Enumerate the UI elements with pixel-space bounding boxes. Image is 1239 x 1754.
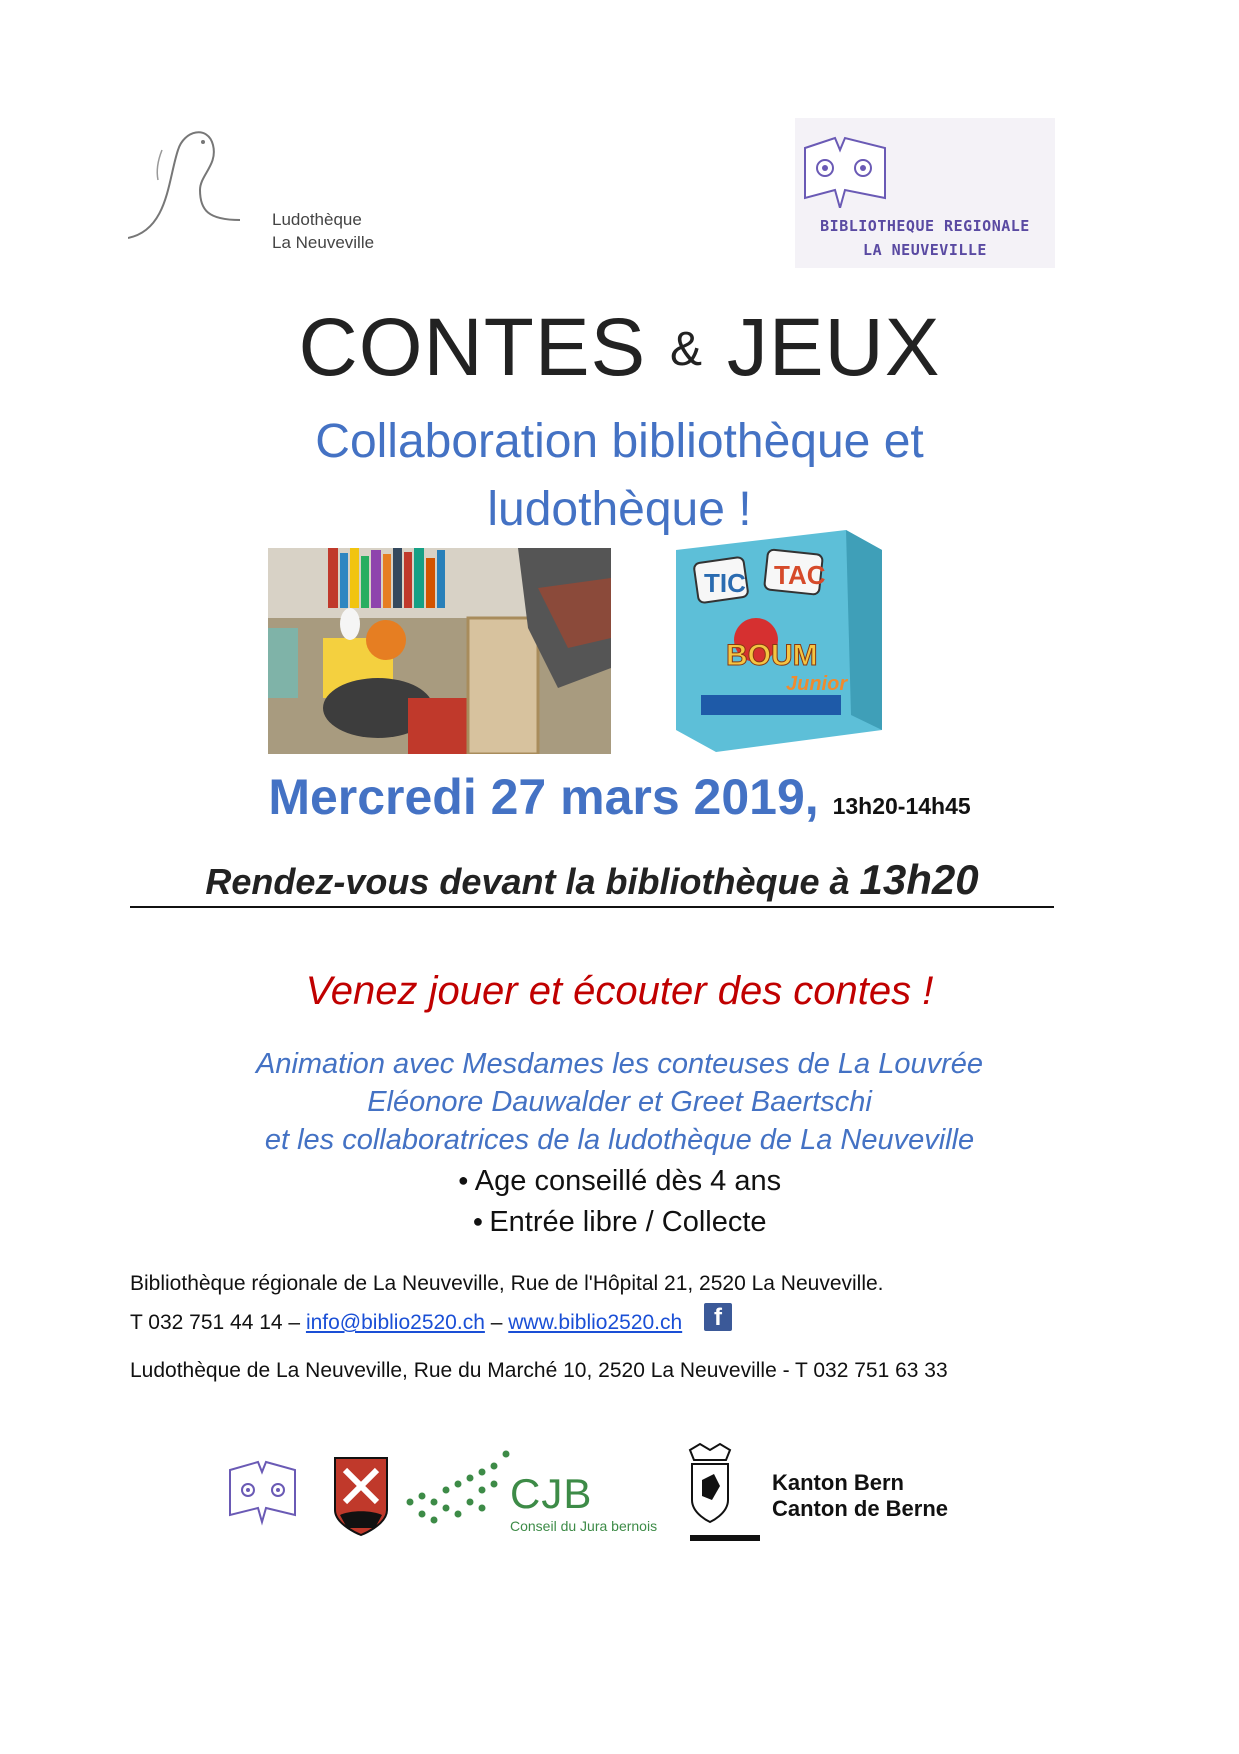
animation-line-1: Animation avec Mesdames les conteuses de La Louvrée (255, 1048, 984, 1080)
tic-tac-boum-game-box (676, 530, 882, 752)
ludotheque-contact: Ludothèque de La Neuveville, Rue du Marché 10, 2520 La Neuveville - T 032 751 63 33 (130, 1359, 948, 1382)
kanton-bern-text (772, 1470, 948, 1522)
ludotheque-logo-text (272, 208, 374, 254)
kanton-bern-crest-icon (690, 1444, 760, 1541)
subtitle-line2: ludothèque ! (487, 483, 752, 536)
subtitle-line1: Collaboration bibliothèque et (315, 415, 924, 468)
library-contact-line (130, 1303, 1130, 1342)
facebook-icon[interactable]: f (704, 1303, 732, 1331)
info-bullets (0, 1160, 1239, 1242)
footer-logos (0, 1440, 1239, 1560)
page-title (0, 300, 1239, 398)
title-part2: JEUX (726, 302, 941, 393)
invite-text: Venez jouer et écouter des contes ! (305, 969, 934, 1013)
bullet-entry (0, 1201, 1239, 1242)
book-owl-icon (795, 118, 1055, 208)
animation-line-2: Eléonore Dauwalder et Greet Baertschi (367, 1086, 872, 1118)
game-word-tac: TAC (774, 560, 826, 590)
rendezvous-label: Rendez-vous devant la bibliothèque à (205, 861, 860, 902)
bullet-dot-icon: ● (457, 1170, 469, 1190)
library-contact (130, 1265, 1130, 1342)
rendezvous-text (130, 855, 1054, 907)
game-word-junior: Junior (786, 673, 848, 695)
bibliotheque-logo-text (800, 214, 1050, 262)
title-ampersand: & (670, 323, 704, 376)
bullet-age (0, 1160, 1239, 1201)
ludotheque-logo-line2: La Neuveville (272, 233, 375, 252)
event-date-line (0, 765, 1239, 838)
subtitle (0, 408, 1239, 544)
rendezvous-underline (130, 906, 1054, 908)
event-date: Mercredi 27 mars 2019, (268, 769, 819, 825)
library-address: Bibliothèque régionale de La Neuveville, Rue de l'Hôpital 21, 2520 La Neuveville. (130, 1272, 884, 1295)
game-word-boum: BOUM (726, 639, 818, 672)
game-word-tic: TIC (704, 568, 746, 598)
la-neuveville-coat-of-arms-icon (335, 1458, 387, 1535)
bullet-entry-text: Entrée libre / Collecte (489, 1206, 767, 1238)
rendezvous-time: 13h20 (859, 856, 979, 903)
bibliotheque-logo-line1: BIBLIOTHEQUE REGIONALE (820, 217, 1030, 235)
animation-line-3: et les collaboratrices de la ludothèque de La Neuveville (264, 1124, 975, 1156)
title-part1: CONTES (298, 302, 647, 393)
contact-separator: – (484, 1311, 509, 1334)
footer-book-owl-icon (230, 1462, 295, 1522)
kanton-line2: Canton de Berne (772, 1496, 949, 1521)
cjb-logo-subtitle: Conseil du Jura bernois (510, 1518, 658, 1534)
cjb-logo-name: CJB (510, 1470, 593, 1517)
bullet-dot-icon: ● (472, 1211, 484, 1231)
storytelling-photo (268, 548, 611, 754)
animation-text (0, 1045, 1239, 1159)
kanton-line1: Kanton Bern (772, 1470, 904, 1495)
library-website-link[interactable]: www.biblio2520.ch (508, 1311, 683, 1334)
bibliotheque-logo-line2: LA NEUVEVILLE (863, 241, 987, 259)
event-time: 13h20-14h45 (832, 793, 971, 819)
ludotheque-logo-line1: Ludothèque (272, 210, 362, 229)
bullet-age-text: Age conseillé dès 4 ans (474, 1165, 782, 1197)
library-email-link[interactable]: info@biblio2520.ch (305, 1311, 485, 1334)
cjb-dots-icon (407, 1451, 510, 1524)
library-phone: T 032 751 44 14 – (130, 1311, 306, 1334)
